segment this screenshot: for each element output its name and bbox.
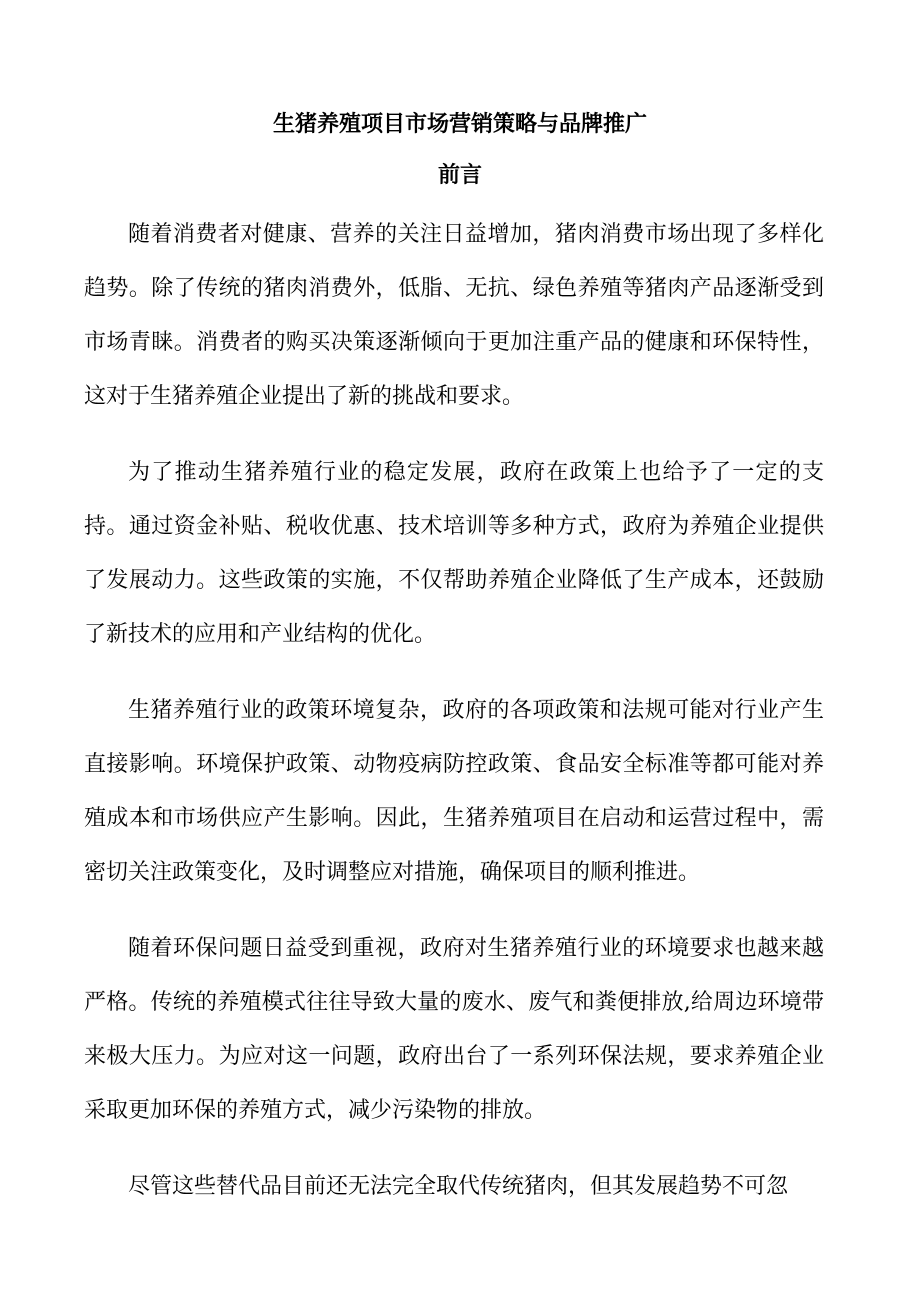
section-heading-preface: 前言 — [437, 162, 482, 188]
paragraph: 尽管这些替代品目前还无法完全取代传统猪肉，但其发展趋势不可忽 — [128, 1174, 789, 1199]
paragraph: 生猪养殖行业的政策环境复杂，政府的各项政策和法规可能对行业产生直接影响。环境保护政策、动物疫病防控政策、食品安全标准等都可能对养殖成本和市场供应产生影响。因此，生猪养殖项目在启动和运营过程中，需密切关注政策变化，及时调整应对措施，确保项目的顺利推进。 — [84, 698, 824, 885]
paragraph: 为了推动生猪养殖行业的稳定发展，政府在政策上也给予了一定的支持。通过资金补贴、税收优惠、技术培训等多种方式，政府为养殖企业提供了发展动力。这些政策的实施，不仅帮助养殖企业降低了生产成本，还鼓励了新技术的应用和产业结构的优化。 — [84, 460, 824, 647]
document-body — [84, 208, 824, 1236]
paragraph: 随着环保问题日益受到重视，政府对生猪养殖行业的环境要求也越来越严格。传统的养殖模式往往导致大量的废水、废气和粪便排放,给周边环境带来极大压力。为应对这一问题，政府出台了一系列环保法规，要求养殖企业采取更加环保的养殖方式，减少污染物的排放。 — [84, 936, 824, 1123]
document-title: 生猪养殖项目市场营销策略与品牌推广 — [272, 111, 647, 137]
paragraph: 随着消费者对健康、营养的关注日益增加，猪肉消费市场出现了多样化趋势。除了传统的猪肉消费外，低脂、无抗、绿色养殖等猪肉产品逐渐受到市场青睐。消费者的购买决策逐渐倾向于更加注重产品的健康和环保特性，这对于生猪养殖企业提出了新的挑战和要求。 — [84, 222, 824, 409]
